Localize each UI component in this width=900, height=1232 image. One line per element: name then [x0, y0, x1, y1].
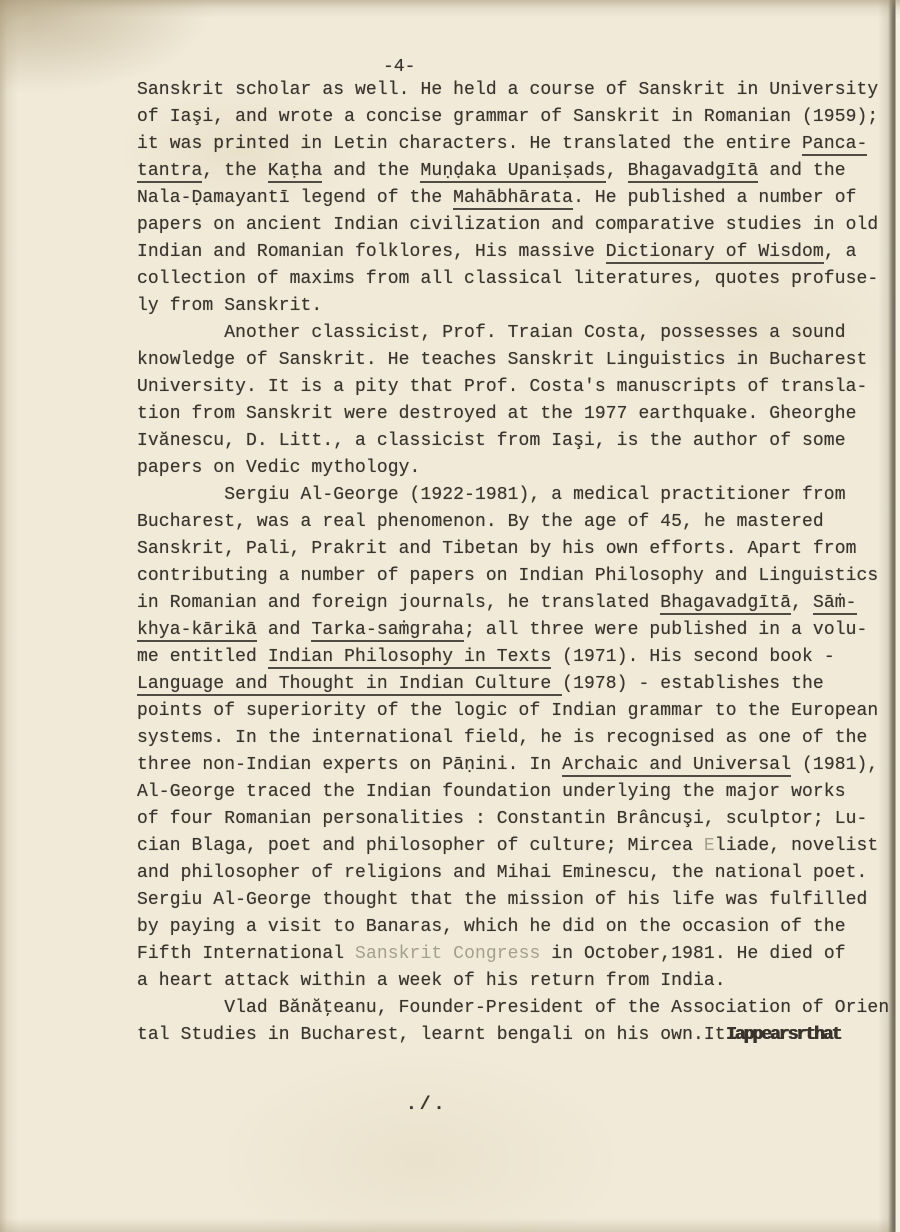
- text-line: [137, 401, 899, 428]
- text-segment: Bucharest, was a real phenomenon. By the age of 45, he mastered: [137, 512, 824, 532]
- text-segment: it was printed in Letin characters. He translated the entire: [137, 134, 803, 154]
- text-line: [137, 374, 899, 401]
- text-line: [137, 509, 899, 536]
- text-segment: ,: [791, 593, 813, 613]
- text-segment: ,: [605, 161, 628, 181]
- text-segment: Sanskrit Congress: [355, 944, 541, 964]
- text-segment: systems. In the international field, he is recognised as one of the: [137, 728, 868, 748]
- text-segment: of Iaşi, and wrote a concise grammar of Sanskrit in Romanian (1959);: [137, 107, 879, 127]
- text-segment: of four Romanian personalities : Constantin Brâncuşi, sculptor; Lu-: [137, 809, 868, 829]
- text-line: [137, 347, 899, 374]
- text-segment: Indian Philosophy in Texts: [267, 647, 552, 667]
- text-line: [137, 806, 899, 833]
- text-segment: papers on ancient Indian civilization and comparative studies in old: [137, 215, 879, 235]
- text-line: [137, 860, 899, 887]
- text-segment: and philosopher of religions and Mihai Eminescu, the national poet.: [137, 863, 868, 883]
- text-segment: Archaic and Universal: [562, 755, 792, 775]
- text-segment: , a: [823, 242, 857, 262]
- text-segment: collection of maxims from all classical literatures, quotes profuse-: [137, 269, 879, 289]
- text-line: [137, 266, 899, 293]
- text-line: [137, 77, 899, 104]
- text-segment: in Romanian and foreign journals, he translated: [137, 593, 661, 613]
- text-segment: contributing a number of papers on Indian Philosophy and Linguistics: [137, 566, 879, 586]
- text-line: [137, 725, 899, 752]
- text-segment: points of superiority of the logic of Indian grammar to the European: [137, 701, 879, 721]
- text-segment: Dictionary of Wisdom: [605, 242, 824, 262]
- text-line: [137, 779, 899, 806]
- text-line: [137, 590, 899, 617]
- text-segment: papers on Vedic mythology.: [137, 458, 421, 478]
- text-segment: Muṇḍaka Upaniṣads: [420, 161, 606, 181]
- text-line: [137, 536, 899, 563]
- text-segment: Sergiu Al-George thought that the mission of his life was fulfilled: [137, 890, 868, 910]
- text-segment: Indian and Romanian folklores, His massive: [137, 242, 606, 262]
- text-line: [137, 671, 899, 698]
- text-segment: Sanskrit scholar as well. He held a course of Sanskrit in University: [137, 80, 879, 100]
- text-line: [137, 563, 899, 590]
- text-segment: Iappearsr: [725, 1025, 805, 1045]
- text-segment: me entitled: [137, 647, 268, 667]
- continuation-mark: ./.: [406, 1095, 448, 1115]
- text-line: [137, 698, 899, 725]
- text-segment: Mahābhārata: [453, 188, 574, 208]
- text-segment: Another classicist, Prof. Traian Costa, possesses a sound: [137, 323, 846, 343]
- text-segment: Language and Thought in Indian Culture: [137, 674, 563, 694]
- text-segment: Sāṁ-: [812, 593, 857, 613]
- text-line: [137, 293, 899, 320]
- text-segment: (1981),: [791, 755, 879, 775]
- text-segment: Al-George traced the Indian foundation underlying the major works: [137, 782, 846, 802]
- text-line: [137, 644, 899, 671]
- text-line: [137, 914, 899, 941]
- text-segment: tantra: [137, 161, 203, 181]
- text-segment: (1978) - establishes the: [562, 674, 824, 694]
- text-line: [137, 239, 899, 266]
- document-lines: [137, 77, 899, 1049]
- text-segment: a heart attack within a week of his return from India.: [137, 971, 726, 991]
- text-line: [137, 428, 899, 455]
- text-segment: Tarka-saṁgraha: [311, 620, 465, 640]
- text-segment: Bhagavadgītā: [627, 161, 759, 181]
- text-segment: and: [256, 620, 312, 640]
- text-segment: Ivănescu, D. Litt., a classicist from Iaşi, is the author of some: [137, 431, 846, 451]
- text-segment: Fifth International: [137, 944, 356, 964]
- page-number: -4-: [383, 57, 416, 77]
- text-line: [137, 1022, 899, 1049]
- text-line: [137, 482, 899, 509]
- text-line: [137, 968, 899, 995]
- text-line: [137, 320, 899, 347]
- text-segment: knowledge of Sanskrit. He teaches Sanskrit Linguistics in Bucharest: [137, 350, 868, 370]
- text-line: [137, 995, 899, 1022]
- text-line: [137, 887, 899, 914]
- text-line: [137, 455, 899, 482]
- text-segment: E: [703, 836, 715, 856]
- text-segment: . He published a number of: [573, 188, 857, 208]
- text-segment: liade, novelist: [714, 836, 879, 856]
- text-segment: ly from Sanskrit.: [137, 296, 323, 316]
- text-segment: that: [804, 1025, 841, 1045]
- text-segment: and the: [322, 161, 421, 181]
- text-segment: Vlad Bănăţeanu, Founder-President of the Association of Orien: [137, 998, 890, 1018]
- text-segment: Bhagavadgītā: [660, 593, 792, 613]
- text-line: [137, 158, 899, 185]
- text-segment: Kaṭha: [267, 161, 323, 181]
- text-segment: tion from Sanskrit were destroyed at the 1977 earthquake. Gheorghe: [137, 404, 857, 424]
- text-segment: cian Blaga, poet and philosopher of culture; Mircea: [137, 836, 704, 856]
- text-line: [137, 617, 899, 644]
- text-segment: Sanskrit, Pali, Prakrit and Tibetan by his own efforts. Apart from: [137, 539, 857, 559]
- text-line: [137, 941, 899, 968]
- text-line: [137, 104, 899, 131]
- text-line: [137, 752, 899, 779]
- text-segment: , the: [202, 161, 268, 181]
- text-segment: ; all three were published in a volu-: [464, 620, 868, 640]
- text-segment: and the: [758, 161, 846, 181]
- text-line: [137, 185, 899, 212]
- text-line: [137, 212, 899, 239]
- text-segment: (1971). His second book -: [551, 647, 835, 667]
- text-segment: Panca-: [802, 134, 868, 154]
- text-segment: by paying a visit to Banaras, which he did on the occasion of the: [137, 917, 846, 937]
- text-segment: khya-kārikā: [137, 620, 257, 640]
- text-segment: three non-Indian experts on Pāṇini. In: [137, 755, 563, 775]
- text-line: [137, 131, 899, 158]
- text-segment: Nala-Ḍamayantī legend of the: [137, 188, 454, 208]
- text-segment: in October,1981. He died of: [540, 944, 846, 964]
- text-line: [137, 833, 899, 860]
- text-segment: tal Studies in Bucharest, learnt bengali on his own.It: [137, 1025, 726, 1045]
- text-segment: Sergiu Al-George (1922-1981), a medical practitioner from: [137, 485, 846, 505]
- text-segment: University. It is a pity that Prof. Costa's manuscripts of transla-: [137, 377, 868, 397]
